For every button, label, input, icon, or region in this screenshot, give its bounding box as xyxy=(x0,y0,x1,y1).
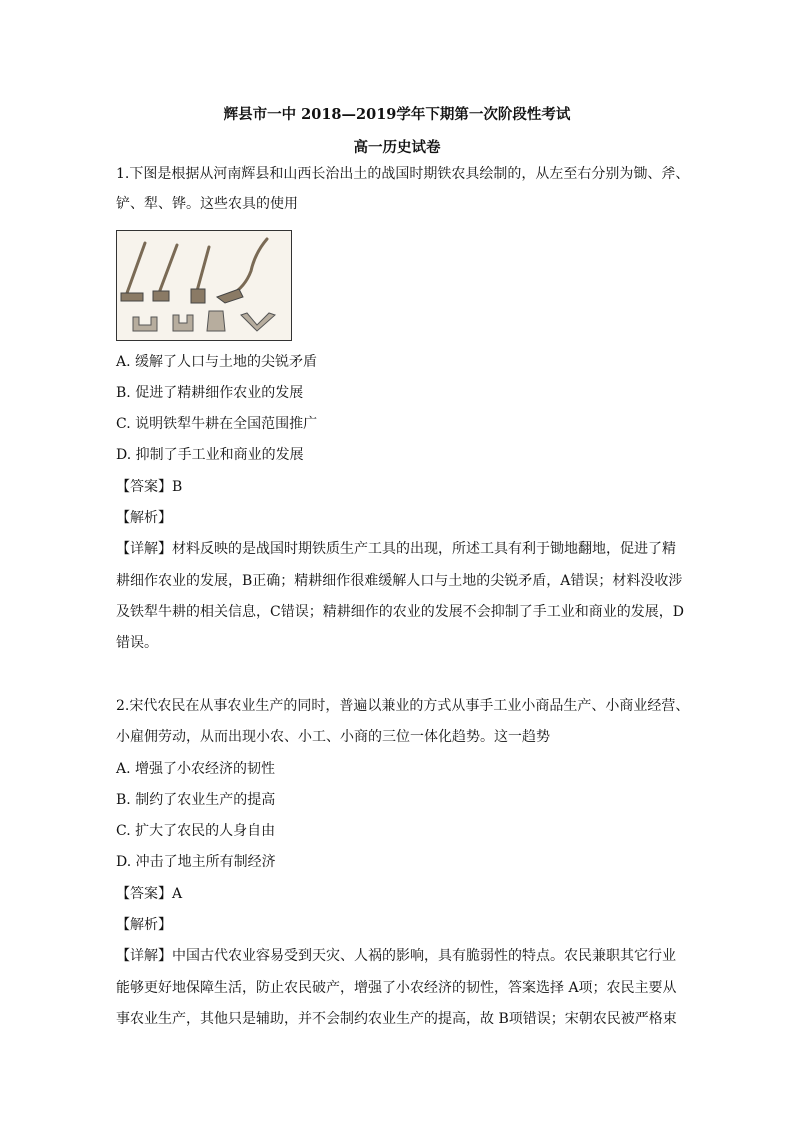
q2-detail-line2: 能够更好地保障生活，防止农民破产，增强了小农经济的韧性，答案选择 A项；农民主要从 xyxy=(116,980,677,996)
q2-option-c: C. 扩大了农民的人身自由 xyxy=(116,823,276,839)
q1-detail-line1: 【详解】材料反映的是战国时期铁质生产工具的出现，所述工具有利于锄地翻地，促进了精 xyxy=(116,541,676,557)
q2-detail-line1: 【详解】中国古代农业容易受到天灾、人祸的影响，具有脆弱性的特点。农民兼职其它行业 xyxy=(116,948,676,964)
q2-detail-line3: 事农业生产，其他只是辅助，并不会制约农业生产的提高，故 B项错误；宋朝农民被严格束 xyxy=(116,1011,677,1027)
q1-detail-line4: 错误。 xyxy=(116,635,158,651)
q2-stem-line2: 小雇佣劳动，从而出现小农、小工、小商的三位一体化趋势。这一趋势 xyxy=(116,729,550,745)
q1-stem-line1: 1.下图是根据从河南辉县和山西长治出土的战国时期铁农具绘制的，从左至右分别为锄、斧、 xyxy=(116,166,690,182)
exam-title: 辉县市一中 2018—2019学年下期第一次阶段性考试 xyxy=(223,106,571,123)
q1-option-a: A. 缓解了人口与土地的尖锐矛盾 xyxy=(116,354,318,370)
q1-detail-line3: 及铁犁牛耕的相关信息，C错误；精耕细作的农业的发展不会抑制了手工业和商业的发展，D xyxy=(116,604,684,620)
q1-analysis-heading: 【解析】 xyxy=(116,510,172,526)
q1-option-d: D. 抑制了手工业和商业的发展 xyxy=(116,447,304,463)
exam-subtitle: 高一历史试卷 xyxy=(353,139,441,156)
q2-stem-line1: 2.宋代农民在从事农业生产的同时，普遍以兼业的方式从事手工业小商品生产、小商业经营、 xyxy=(116,698,690,714)
q1-stem-line2: 铲、犁、铧。这些农具的使用 xyxy=(116,196,298,212)
q1-answer: 【答案】B xyxy=(116,479,183,495)
farm-tools-figure xyxy=(116,230,292,341)
q2-option-d: D. 冲击了地主所有制经济 xyxy=(116,854,276,870)
q1-option-b: B. 促进了精耕细作农业的发展 xyxy=(116,385,304,401)
q2-answer: 【答案】A xyxy=(116,886,183,902)
q1-option-c: C. 说明铁犁牛耕在全国范围推广 xyxy=(116,416,318,432)
farm-tools-illustration xyxy=(117,231,291,340)
q1-detail-line2: 耕细作农业的发展，B正确；精耕细作很难缓解人口与土地的尖锐矛盾，A错误；材料没收涉 xyxy=(116,573,683,589)
q2-option-a: A. 增强了小农经济的韧性 xyxy=(116,761,276,777)
q2-analysis-heading: 【解析】 xyxy=(116,917,172,933)
q2-option-b: B. 制约了农业生产的提高 xyxy=(116,792,276,808)
